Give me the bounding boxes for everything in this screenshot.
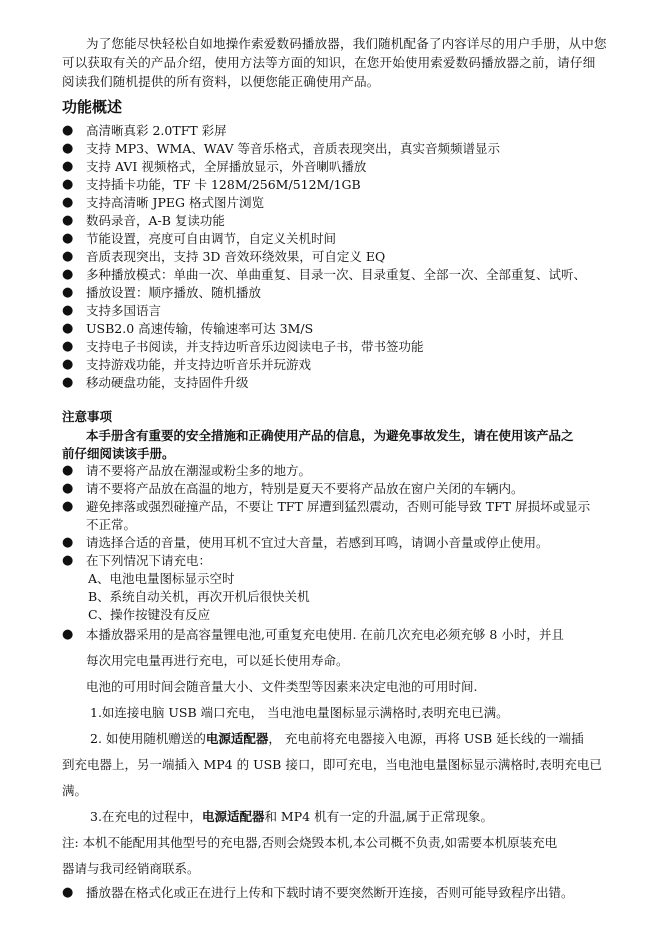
note-item: 避免摔落或强烈碰撞产品，不要让 TFT 屏遭到猛烈震动，否则可能导致 TFT 屏损坏或显示 (86, 499, 591, 514)
last-bullet: 播放器在格式化或正在进行上传和下载时请不要突然断开连接，否则可能导致程序出错。 (86, 885, 574, 900)
step-1: 1.如连接电脑 USB 端口充电， 当电池电量图标显示满格时,表明充电已满。 (90, 705, 509, 720)
bullet-icon: ● (62, 553, 74, 568)
feature-item: 移动硬盘功能，支持固件升级 (86, 375, 249, 390)
feature-item: 数码录音，A-B 复读功能 (86, 213, 225, 228)
feature-item: 支持 MP3、WMA、WAV 等音乐格式，音质表现突出，真实音频频谱显示 (86, 141, 500, 156)
bullet-icon: ● (62, 339, 74, 354)
bullet-icon: ● (62, 357, 74, 372)
step-2-part-a: 2. 如使用随机赠送的 (90, 731, 206, 746)
bullet-icon: ● (62, 303, 74, 318)
bullet-icon: ● (62, 885, 74, 900)
step-2-line-2: 到充电器上，另一端插入 MP4 的 USB 接口，即可充电，当电池电量图标显示满格时,表明充电已 (62, 757, 602, 772)
feature-item: 支持电子书阅读，并支持边听音乐边阅读电子书，带书签功能 (86, 339, 424, 354)
bullet-icon: ● (62, 249, 74, 264)
note-line-1: 注: 本机不能配用其他型号的充电器,否则会烧毁本机,本公司概不负责,如需要本机原装充电 (62, 835, 558, 850)
feature-item: 音质表现突出，支持 3D 音效环绕效果，可自定义 EQ (86, 249, 386, 264)
bullet-icon: ● (62, 231, 74, 246)
step-3-part-b: 和 MP4 机有一定的升温,属于正常现象。 (264, 809, 494, 824)
feature-item: 支持多国语言 (86, 303, 162, 318)
note-item: 请选择合适的音量，使用耳机不宜过大音量，若感到耳鸣，请调小音量或停止使用。 (86, 535, 549, 550)
charge-case-item: B、系统自动关机，再次开机后很快关机 (88, 589, 310, 604)
bullet-icon: ● (62, 481, 74, 496)
feature-item: 支持高清晰 JPEG 格式图片浏览 (86, 195, 264, 210)
bullet-icon: ● (62, 285, 74, 300)
bullet-icon: ● (62, 375, 74, 390)
step-2 (90, 729, 584, 748)
feature-item: 节能设置，亮度可自由调节，自定义关机时间 (86, 231, 337, 246)
step-2-line-3: 满。 (62, 783, 88, 798)
step-3 (90, 807, 493, 826)
notes-warning-line2: 前仔细阅读该手册。 (62, 446, 175, 461)
feature-item: 播放设置：顺序播放、随机播放 (86, 285, 262, 300)
bullet-icon: ● (62, 213, 74, 228)
battery-line-2: 每次用完电量再进行充电，可以延长使用寿命。 (86, 653, 349, 668)
bullet-icon: ● (62, 463, 74, 478)
feature-item: 支持游戏功能，并支持边听音乐并玩游戏 (86, 357, 312, 372)
feature-item: USB2.0 高速传输，传输速率可达 3M/S (86, 321, 314, 336)
note-item: 请不要将产品放在高温的地方，特别是夏天不要将产品放在窗户关闭的车辆内。 (86, 481, 524, 496)
notes-warning-line1: 本手册含有重要的安全措施和正确使用产品的信息，为避免事故发生，请在使用该产品之 (86, 428, 574, 443)
intro-paragraph: 为了您能尽快轻松自如地操作索爱数码播放器，我们随机配备了内容详尽的用户手册，从中您可以获取有关的产品介绍，使用方法等方面的知识，在您开始使用索爱数码播放器之前，请仔细阅读我们随机提供的所有资料，以便您能正确使用产品。 (62, 36, 607, 89)
feature-item: 多种播放模式：单曲一次、单曲重复、目录一次、目录重复、全部一次、全部重复、试听、 (86, 267, 587, 282)
bullet-icon: ● (62, 195, 74, 210)
bullet-icon: ● (62, 267, 74, 282)
battery-line-1: 本播放器采用的是高容量锂电池,可重复充电使用. 在前几次充电必须充够 8 小时，并且 (86, 627, 564, 642)
features-title: 功能概述 (62, 98, 123, 116)
feature-item: 支持 AVI 视频格式，全屏播放显示，外音喇叭播放 (86, 159, 367, 174)
battery-line-3: 电池的可用时间会随音量大小、文件类型等因素来决定电池的可用时间. (86, 679, 478, 694)
step-3-adapter: 电源适配器 (201, 809, 265, 824)
note-item: 请不要将产品放在潮湿或粉尘多的地方。 (86, 463, 312, 478)
note-item: 在下列情况下请充电： (86, 553, 212, 568)
notes-title: 注意事项 (62, 409, 113, 424)
feature-item: 支持插卡功能，TF 卡 128M/256M/512M/1GB (86, 177, 361, 192)
step-2-adapter: 电源适配器 (205, 731, 269, 746)
charge-case-item: C、操作按键没有反应 (88, 607, 211, 622)
note-line-2: 器请与我司经销商联系。 (62, 861, 200, 876)
bullet-icon: ● (62, 177, 74, 192)
bullet-icon: ● (62, 159, 74, 174)
bullet-icon: ● (62, 535, 74, 550)
bullet-icon: ● (62, 321, 74, 336)
charge-case-item: A、电池电量图标显示空时 (88, 571, 235, 586)
bullet-icon: ● (62, 627, 74, 642)
step-3-part-a: 3.在充电的过程中， (90, 809, 202, 824)
bullet-icon: ● (62, 141, 74, 156)
bullet-icon: ● (62, 499, 74, 514)
note-item-continuation: 不正常。 (86, 517, 137, 532)
step-2-part-b: ， 充电前将充电器接入电源，再将 USB 延长线的一端插 (268, 731, 584, 746)
feature-item: 高清晰真彩 2.0TFT 彩屏 (86, 123, 227, 138)
bullet-icon: ● (62, 123, 74, 138)
